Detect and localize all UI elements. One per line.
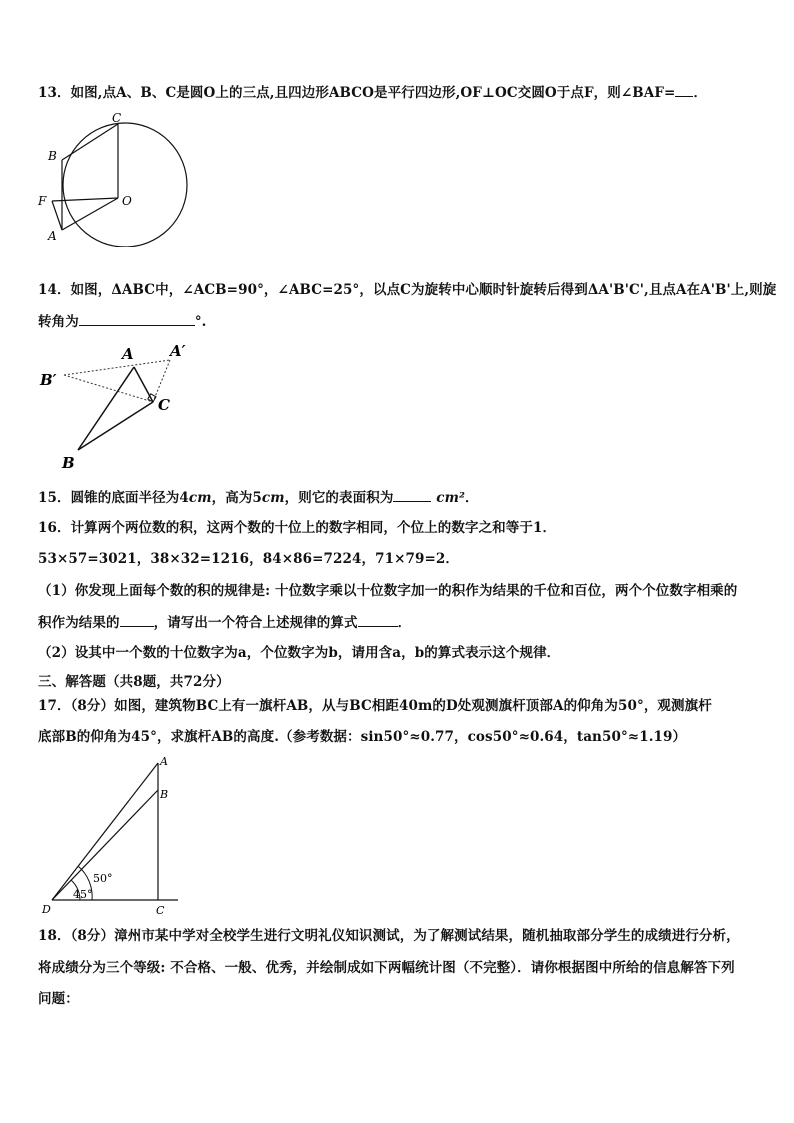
q16-line3: （1）你发现上面每个数的积的规律是: 十位数字乘以十位数字加一的积作为结果的千位和百位，两个个位数字相乘的 — [38, 583, 738, 599]
q16-answer-blank-2[interactable] — [358, 612, 398, 627]
q14-line1: 14．如图，ΔABC中，∠ACB=90°，∠ABC=25°，以点C为旋转中心顺时针旋转后得到ΔA'B'C',且点A在A'B'上,则旋 — [38, 282, 777, 298]
label-a-prime: A′ — [170, 342, 186, 360]
q17-flagpole-figure — [38, 755, 188, 920]
label-b: B — [160, 788, 169, 801]
segment-bc — [62, 124, 118, 160]
label-50-deg: 50° — [93, 872, 113, 885]
segment-bc — [78, 402, 153, 450]
label-a: A — [48, 229, 57, 243]
q16-answer-blank-1[interactable] — [120, 612, 154, 627]
q14-suffix: °. — [194, 314, 207, 330]
q15-unit3: cm² — [436, 490, 465, 506]
q16-line2: 53×57=3021，38×32=1216，84×86=7224，71×79=2． — [38, 551, 459, 567]
q13-text — [38, 82, 764, 103]
q15-answer-blank[interactable] — [393, 487, 431, 502]
q18-line2: 将成绩分为三个等级: 不合格、一般、优秀，并绘制成如下两幅统计图（不完整）．请你根据图中所给的信息解答下列 — [38, 960, 735, 976]
q17-line1: 17．（8分）如图，建筑物BC上有一旗杆AB，从与BC相距40m的D处观测旗杆顶部A的仰角为50°，观测旗杆 — [38, 698, 712, 714]
q16-line1: 16．计算两个两位数的积，这两个数的十位上的数字相同，个位上的数字之和等于1． — [38, 520, 557, 536]
label-b-prime: B′ — [40, 371, 57, 389]
q16-line4 — [38, 612, 764, 633]
q16-line4-a: 积作为结果的 — [38, 615, 120, 631]
q15-start: 15．圆锥的底面半径为4 — [38, 490, 189, 506]
label-c: C — [112, 112, 122, 125]
segment-af — [52, 201, 62, 230]
label-45-deg: 45° — [73, 888, 93, 901]
q18-line1: 18．（8分）漳州市某中学对全校学生进行文明礼仪知识测试，为了解测试结果，随机抽取部分学生的成绩进行分析， — [38, 928, 740, 944]
segment-b2c — [64, 375, 153, 402]
q18-line3: 问题： — [38, 991, 79, 1007]
q16-line4-b: ，请写出一个符合上述规律的算式 — [153, 615, 358, 631]
label-a: A — [122, 345, 134, 363]
circle-o — [63, 123, 187, 247]
q15-unit2: cm — [261, 490, 285, 506]
label-b: B — [62, 454, 75, 472]
q14-line2 — [38, 311, 764, 332]
label-a: A — [160, 755, 168, 768]
segment-b2a2 — [64, 360, 170, 375]
label-b: B — [48, 149, 57, 163]
q13-period: ． — [693, 85, 708, 101]
label-d: D — [42, 903, 51, 916]
q13-question: 13．如图,点A、B、C是圆O上的三点,且四边形ABCO是平行四边形,OF⊥OC交圆O于点F，则∠BAF= — [38, 85, 676, 101]
label-o: O — [122, 194, 132, 208]
q15-mid2: ，则它的表面积为 — [284, 490, 394, 506]
label-c: C — [156, 904, 165, 917]
q15-mid: ，高为5 — [211, 490, 262, 506]
q15-text — [38, 487, 764, 508]
q17-line2: 底部B的仰角为45°，求旗杆AB的高度.（参考数据：sin50°≈0.77，cos50°≈0.64，tan50°≈1.19） — [38, 729, 687, 745]
q14-rotation-figure — [36, 340, 206, 475]
q14-prefix: 转角为 — [38, 314, 79, 330]
q16-line4-c: ． — [397, 615, 412, 631]
q15-end: ． — [464, 490, 479, 506]
q16-line5: （2）设其中一个数的十位数字为a，个位数字为b，请用含a，b的算式表示这个规律． — [38, 645, 561, 661]
segment-ab — [78, 367, 134, 450]
q15-unit1: cm — [188, 490, 212, 506]
section-3-heading: 三、解答题（共8题，共72分） — [38, 674, 230, 690]
q13-circle-figure — [30, 112, 200, 247]
label-f: F — [38, 194, 47, 208]
q13-answer-blank[interactable] — [675, 82, 693, 97]
label-c: C — [158, 396, 170, 414]
q14-answer-blank[interactable] — [79, 311, 195, 326]
